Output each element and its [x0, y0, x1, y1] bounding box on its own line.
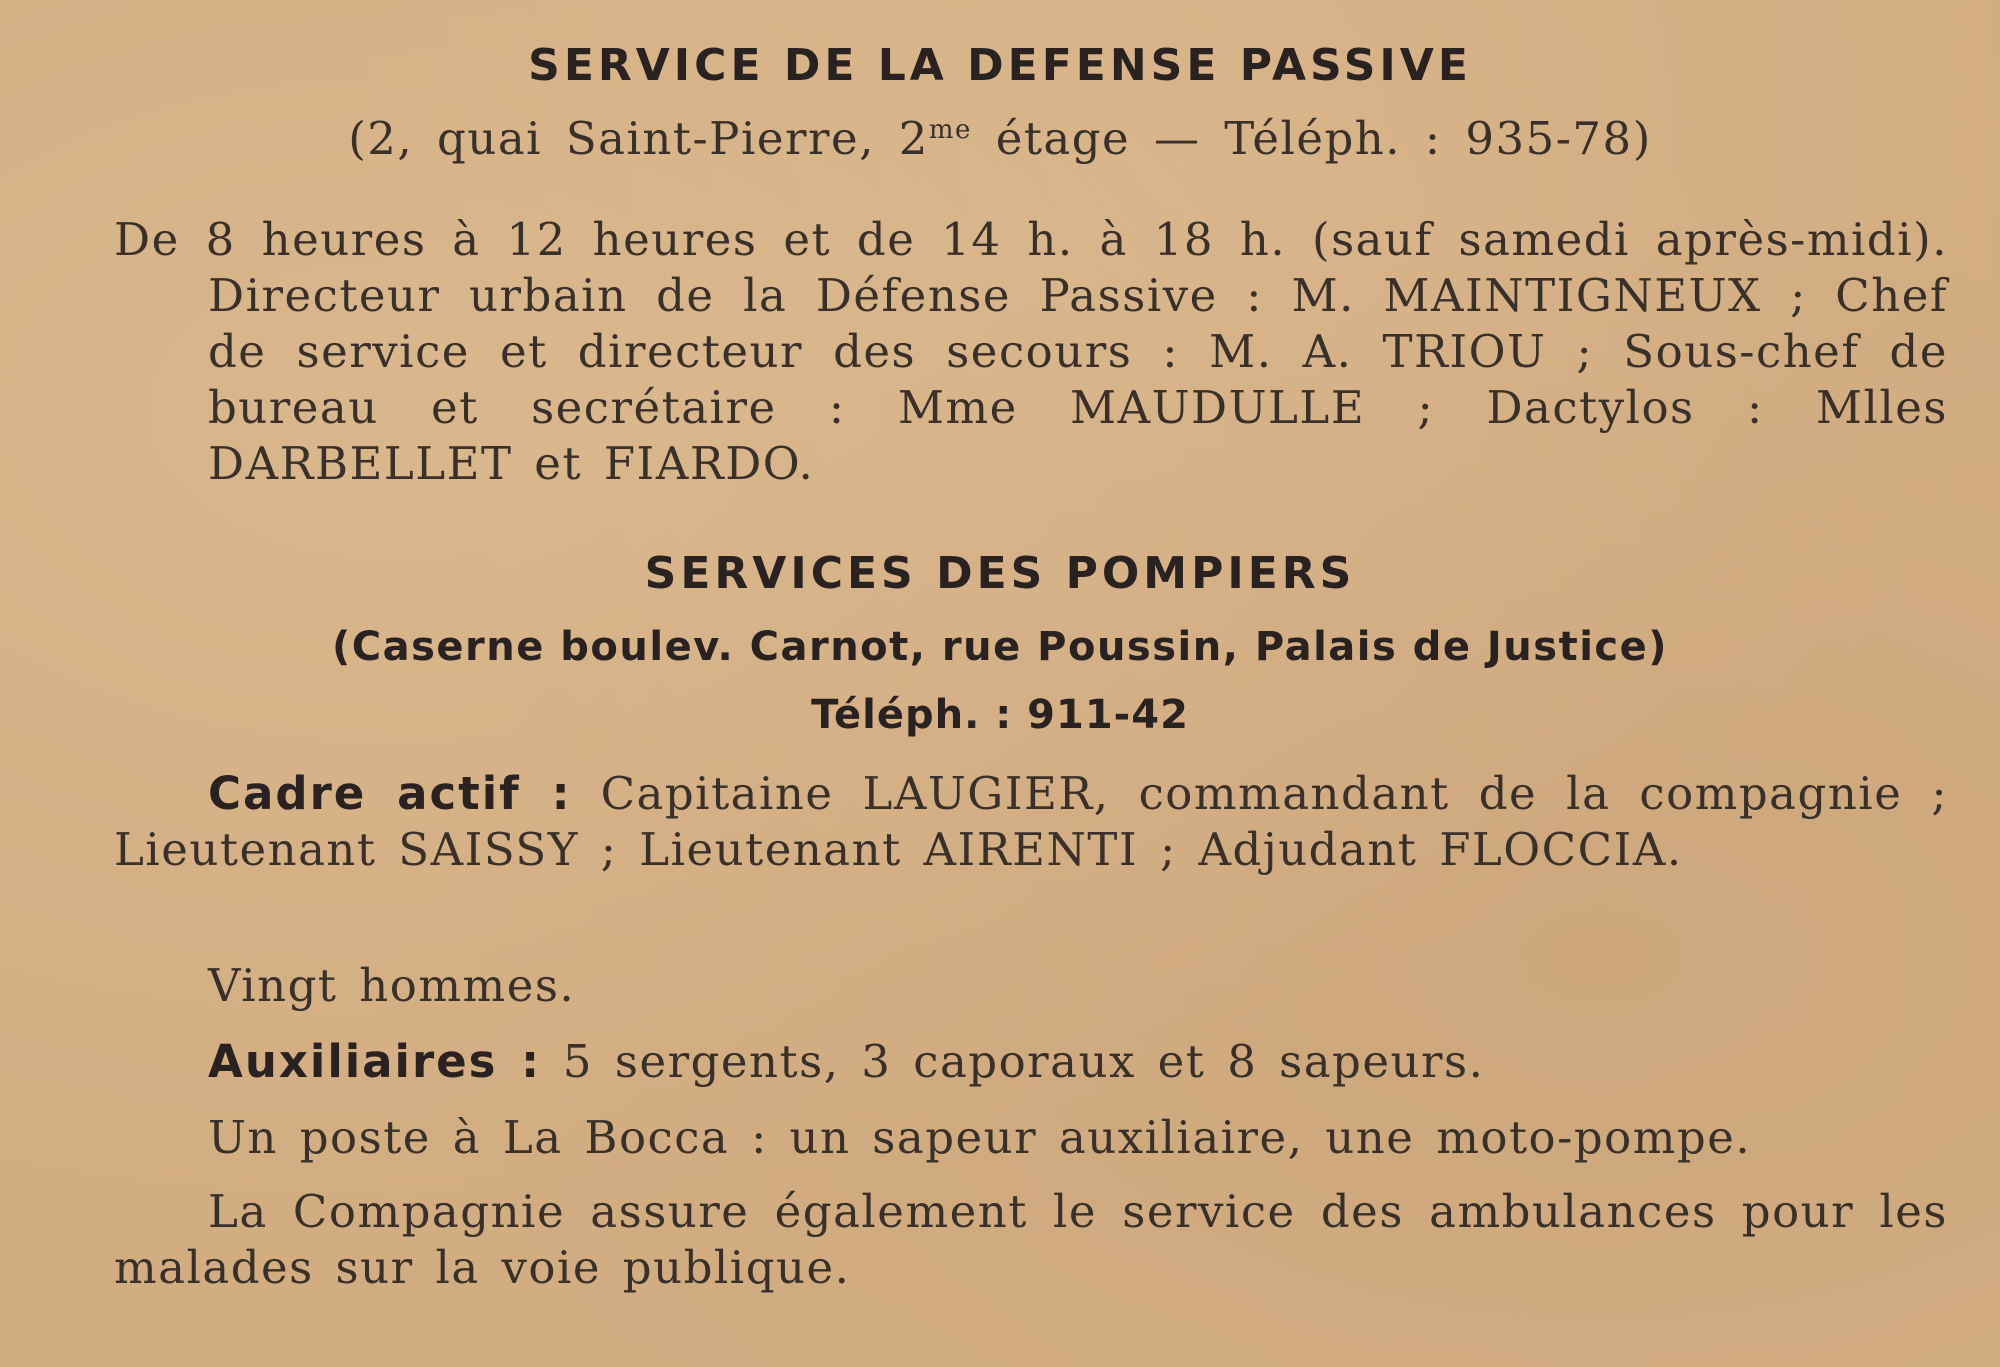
cadre-actif-text: Capitaine LAUGIER, commandant de la compagnie ; Lieutenant SAISSY ; Lieutenant AIRENTI ; Adjudant FLOCCIA. — [114, 767, 1948, 876]
auxiliaires-label: Auxiliaires : — [208, 1035, 542, 1088]
address-superscript: me — [928, 115, 972, 145]
cadre-actif-label: Cadre actif : — [208, 767, 572, 820]
section-title-pompiers: SERVICES DES POMPIERS — [644, 548, 1356, 599]
pompiers-phone: Téléph. : 911-42 — [811, 692, 1189, 738]
address-suffix: étage — Téléph. : 935-78) — [971, 112, 1652, 165]
ambulances-paragraph: La Compagnie assure également le service des ambulances pour les malades sur la voie publique. — [114, 1185, 1948, 1294]
poste-la-bocca-line: Un poste à La Bocca : un sapeur auxiliaire, une moto-pompe. — [208, 1111, 1752, 1164]
cadre-actif-paragraph — [114, 766, 1948, 878]
address-prefix: (2, quai Saint-Pierre, 2 — [348, 112, 929, 165]
auxiliaires-text: 5 sergents, 3 caporaux et 8 sapeurs. — [541, 1035, 1485, 1088]
defense-passive-details: De 8 heures à 12 heures et de 14 h. à 18 h. (sauf samedi après-midi). Directeur urbain de la Défense Passive : M. MAINTIGNEUX ; Chef de service et directeur des secours : M. A. TRIOU ; Sous-chef de bureau et secrétaire : Mme MAUDULLE ; Dactylos : Mlles DARBELLET et FIARDO. — [114, 213, 1948, 490]
auxiliaires-paragraph — [114, 1034, 1948, 1090]
section-title-defense-passive: SERVICE DE LA DEFENSE PASSIVE — [528, 40, 1472, 91]
defense-passive-address — [0, 112, 2000, 165]
vingt-hommes-line: Vingt hommes. — [208, 959, 576, 1012]
pompiers-address: (Caserne boulev. Carnot, rue Poussin, Palais de Justice) — [331, 624, 1669, 670]
